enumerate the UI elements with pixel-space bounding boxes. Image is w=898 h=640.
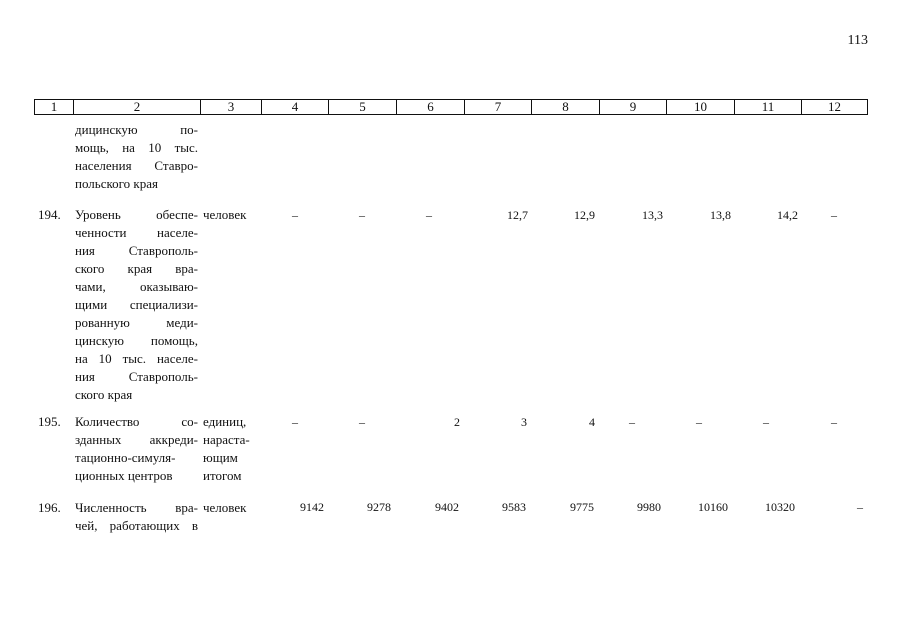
- header-cell: 2: [73, 100, 200, 114]
- row-unit: [203, 499, 267, 517]
- header-cell: 1: [50, 100, 58, 114]
- value-cell: –: [426, 208, 432, 222]
- header-cell: 4: [261, 100, 328, 114]
- name-line: ния Ставрополь-: [75, 369, 198, 384]
- row-name: [75, 413, 198, 485]
- name-line: мощь, на 10 тыс.: [75, 140, 198, 155]
- value-cell: 12,7: [507, 208, 528, 222]
- value-cell: 9980: [637, 500, 661, 514]
- value-cell: 13,3: [642, 208, 663, 222]
- name-line: рованную меди-: [75, 315, 198, 330]
- row-unit: [203, 413, 267, 485]
- name-line: ского края вра-: [75, 261, 198, 276]
- value-cell: 3: [521, 415, 527, 429]
- name-line: щими специализи-: [75, 297, 198, 312]
- header-cell: 6: [396, 100, 464, 114]
- name-line: ния Ставрополь-: [75, 243, 198, 258]
- name-line: Численность вра-: [75, 500, 198, 515]
- name-line: зданных аккреди-: [75, 432, 198, 447]
- unit-line: единиц,: [203, 414, 247, 429]
- header-cell: 12: [801, 100, 867, 114]
- value-cell: –: [831, 415, 837, 429]
- header-cell: 5: [328, 100, 396, 114]
- header-cell: 9: [599, 100, 666, 114]
- page-number: 113: [847, 33, 868, 48]
- name-line: Количество со-: [75, 414, 198, 429]
- unit-line: человек: [203, 500, 247, 515]
- header-cell: 8: [531, 100, 599, 114]
- header-cell: 11: [734, 100, 801, 114]
- name-line: чами, оказываю-: [75, 279, 198, 294]
- row-name: [75, 206, 198, 404]
- value-cell: 9775: [570, 500, 594, 514]
- row-number: 196.: [38, 500, 61, 515]
- name-line: ционных центров: [75, 468, 173, 483]
- name-line: ченности населе-: [75, 225, 198, 240]
- value-cell: –: [857, 500, 863, 514]
- value-cell: 14,2: [777, 208, 798, 222]
- unit-line: ющим: [203, 450, 238, 465]
- value-cell: –: [292, 415, 298, 429]
- name-line: чей, работающих в: [75, 518, 198, 533]
- value-cell: –: [292, 208, 298, 222]
- name-line: польского края: [75, 176, 158, 191]
- header-cell: 3: [200, 100, 261, 114]
- value-cell: 9278: [367, 500, 391, 514]
- name-line: дицинскую по-: [75, 122, 198, 137]
- value-cell: 9402: [435, 500, 459, 514]
- value-cell: –: [696, 415, 702, 429]
- header-cell: 7: [464, 100, 531, 114]
- value-cell: 2: [454, 415, 460, 429]
- name-line: цинскую помощь,: [75, 333, 198, 348]
- name-line: населения Ставро-: [75, 158, 198, 173]
- value-cell: 9583: [502, 500, 526, 514]
- value-cell: 12,9: [574, 208, 595, 222]
- value-cell: 9142: [300, 500, 324, 514]
- value-cell: –: [359, 208, 365, 222]
- row-name: [75, 499, 198, 535]
- table-header-row: [34, 99, 868, 115]
- unit-line: итогом: [203, 468, 242, 483]
- name-line: тационно-симуля-: [75, 450, 176, 465]
- value-cell: 4: [589, 415, 595, 429]
- value-cell: –: [763, 415, 769, 429]
- unit-line: нараста-: [203, 432, 250, 447]
- row-name-continuation: [75, 121, 198, 193]
- name-line: на 10 тыс. населе-: [75, 351, 198, 366]
- value-cell: –: [629, 415, 635, 429]
- value-cell: 10320: [765, 500, 795, 514]
- value-cell: –: [359, 415, 365, 429]
- row-number: 194.: [38, 207, 61, 222]
- value-cell: –: [831, 208, 837, 222]
- row-unit: [203, 206, 267, 224]
- row-number: 195.: [38, 414, 61, 429]
- unit-line: человек: [203, 207, 247, 222]
- value-cell: 10160: [698, 500, 728, 514]
- name-line: ского края: [75, 387, 133, 402]
- value-cell: 13,8: [710, 208, 731, 222]
- header-cell: 10: [666, 100, 734, 114]
- name-line: Уровень обеспе-: [75, 207, 198, 222]
